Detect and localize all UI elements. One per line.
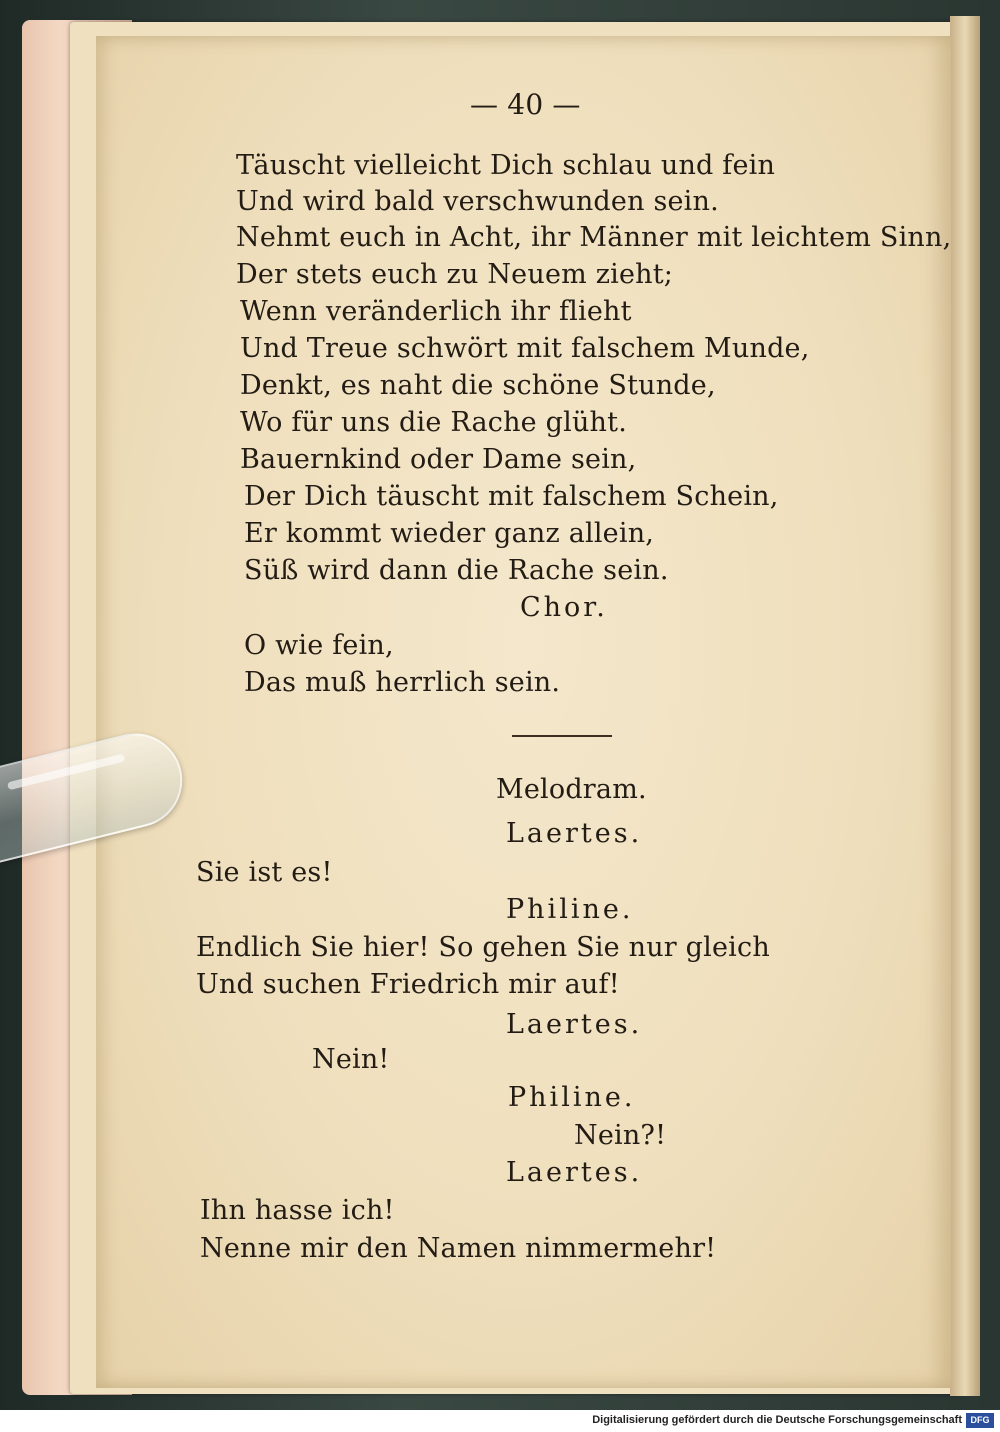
dialogue-line: Nein!: [312, 1044, 390, 1075]
verse-line: Und Treue schwört mit falschem Munde,: [240, 333, 810, 364]
melodram-heading: Melodram.: [496, 774, 647, 805]
verse-line: Wenn veränderlich ihr flieht: [240, 296, 632, 327]
speaker-heading: Laertes.: [506, 1157, 643, 1188]
dialogue-line: Nein?!: [574, 1120, 667, 1151]
speaker-heading: Laertes.: [506, 818, 643, 849]
verse-line: Täuscht vielleicht Dich schlau und fein: [236, 150, 776, 181]
dialogue-line: Nenne mir den Namen nimmermehr!: [200, 1233, 717, 1264]
dialogue-line: Sie ist es!: [196, 857, 333, 888]
chor-line: Das muß herrlich sein.: [244, 667, 561, 698]
verse-line: Der Dich täuscht mit falschem Schein,: [244, 481, 779, 512]
verse-line: Der stets euch zu Neuem zieht;: [236, 259, 674, 290]
page-number: — 40 —: [470, 88, 581, 121]
dialogue-line: Ihn hasse ich!: [200, 1195, 395, 1226]
book-spine-edge: [950, 16, 980, 1396]
dfg-logo: DFG: [966, 1413, 994, 1428]
verse-line: Denkt, es naht die schöne Stunde,: [240, 370, 716, 401]
speaker-heading: Laertes.: [506, 1009, 643, 1040]
verse-line: Er kommt wieder ganz allein,: [244, 518, 655, 549]
dialogue-line: Endlich Sie hier! So gehen Sie nur gleich: [196, 932, 770, 963]
chor-line: O wie fein,: [244, 630, 394, 661]
clip-highlight: [7, 754, 125, 791]
verse-line: Wo für uns die Rache glüht.: [240, 407, 627, 438]
section-divider: [512, 735, 612, 737]
dialogue-line: Und suchen Friedrich mir auf!: [196, 969, 620, 1000]
funding-credit: Digitalisierung gefördert durch die Deutsche Forschungsgemeinschaft: [592, 1414, 962, 1426]
chor-heading: Chor.: [520, 592, 608, 623]
verse-line: Nehmt euch in Acht, ihr Männer mit leichtem Sinn,: [236, 222, 952, 253]
verse-line: Und wird bald verschwunden sein.: [236, 186, 719, 217]
verse-line: Süß wird dann die Rache sein.: [244, 555, 669, 586]
speaker-heading: Philine.: [508, 1082, 636, 1113]
verse-line: Bauernkind oder Dame sein,: [240, 444, 637, 475]
speaker-heading: Philine.: [506, 894, 634, 925]
